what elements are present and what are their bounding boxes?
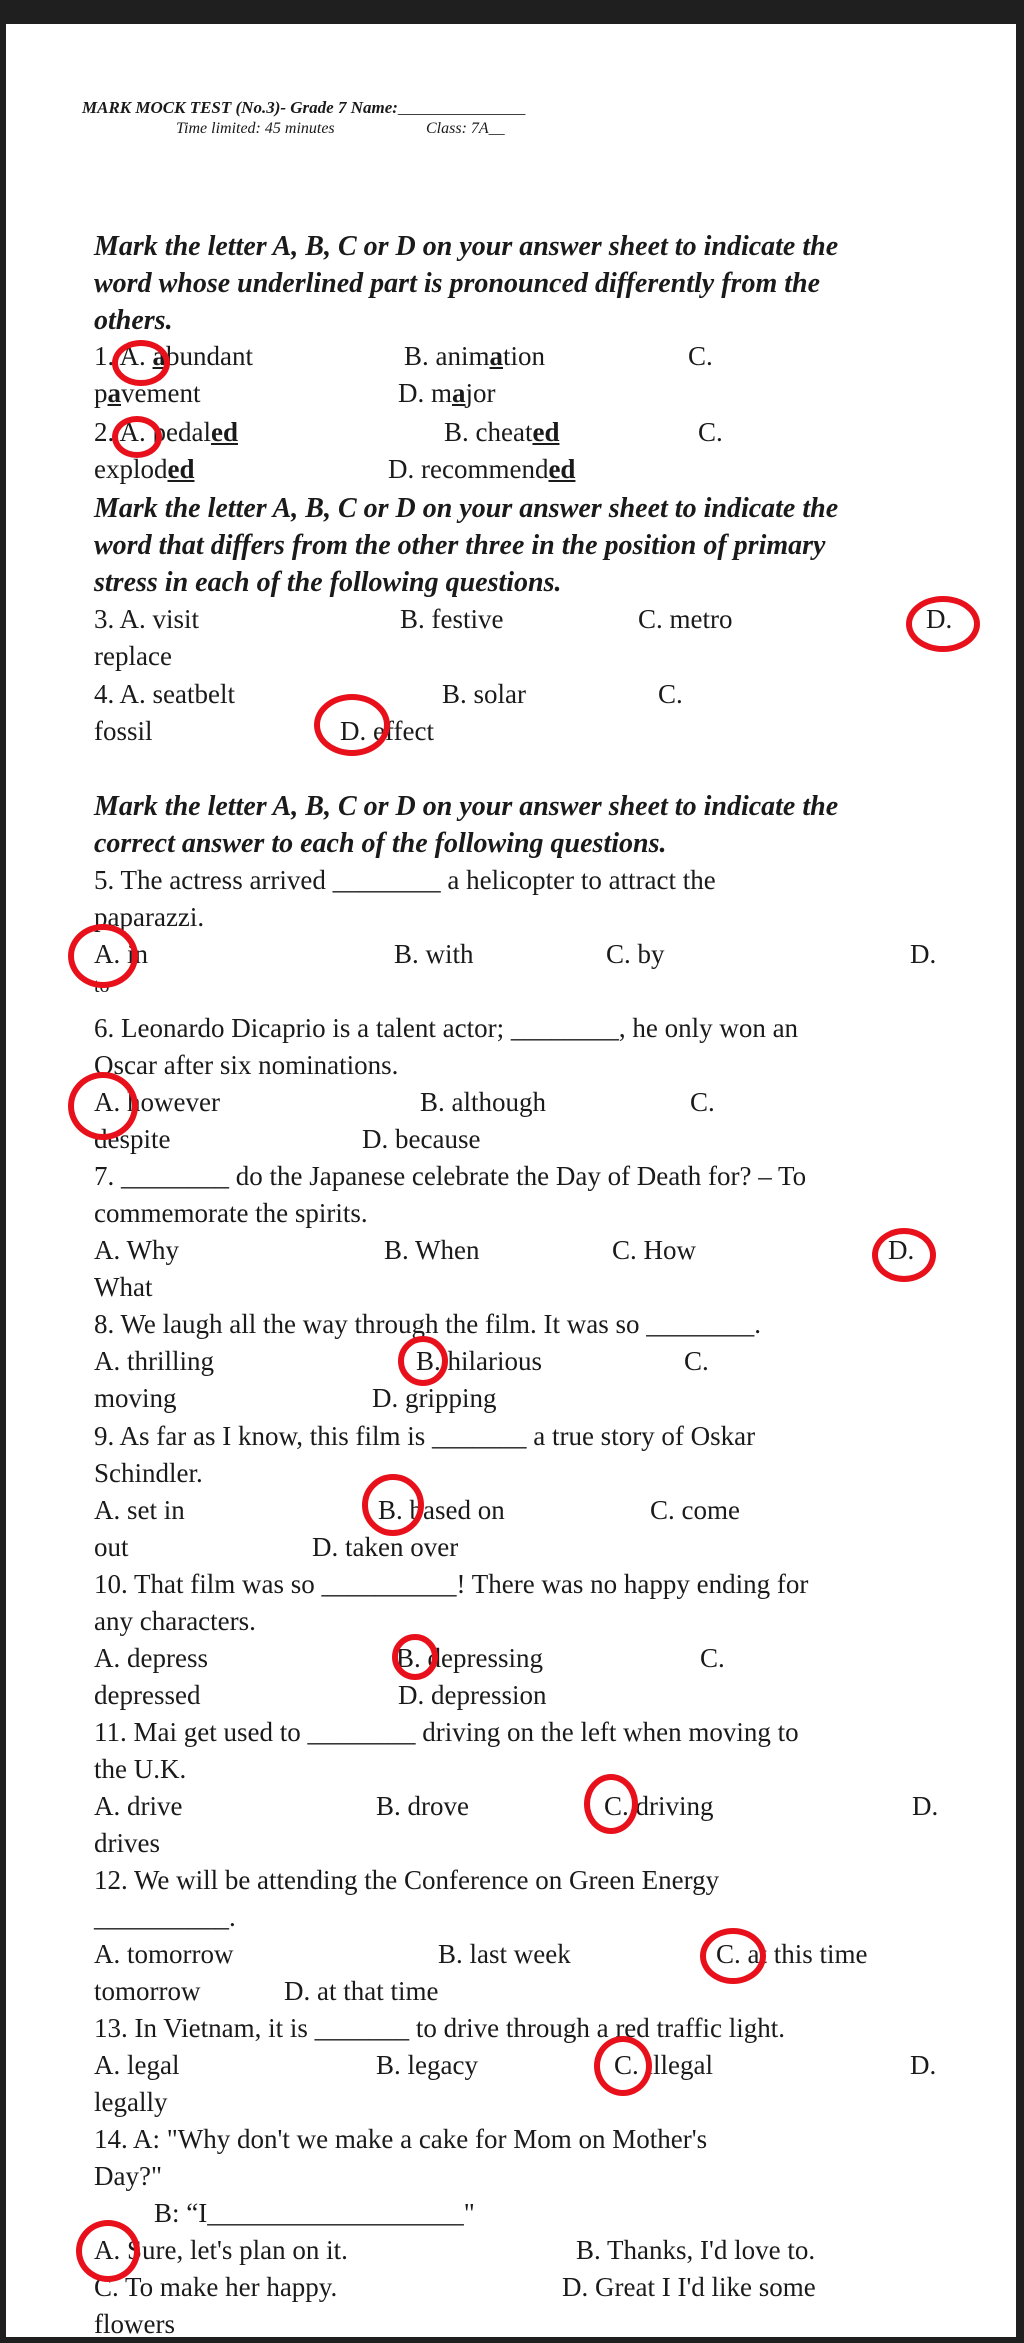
q4-option-c-text: fossil	[94, 716, 153, 746]
test-title: MARK MOCK TEST (No.3)- Grade 7 Name:_______________	[82, 98, 526, 117]
q2-option-c-text: exploded	[94, 454, 195, 484]
q8-stem-line-1: 8. We laugh all the way through the film. It was so ________.	[94, 1309, 761, 1339]
q6-option-d: D. because	[362, 1124, 481, 1154]
q7-option-a: A. Why	[94, 1235, 179, 1265]
q12-stem-line-2: __________.	[94, 1902, 236, 1932]
q6-option-c-label: C.	[690, 1087, 715, 1117]
answer-circle-q1	[112, 340, 170, 386]
q10-stem-line-1: 10. That film was so __________! There was no happy ending for	[94, 1569, 809, 1599]
q10-option-d: D. depression	[398, 1680, 547, 1710]
q14-option-d-text: flowers	[94, 2309, 175, 2339]
q14-option-d: D. Great I I'd like some	[562, 2272, 816, 2302]
q9-stem-line-1: 9. As far as I know, this film is _______ a true story of Oskar	[94, 1421, 756, 1451]
q10-stem-line-2: any characters.	[94, 1606, 256, 1636]
q12-option-c: C. at this time	[716, 1939, 868, 1969]
section-1-instruction-line-2: word whose underlined part is pronounced differently from the	[94, 268, 821, 299]
q9-option-d: D. taken over	[312, 1532, 459, 1562]
q14-stem-line-2: Day?"	[94, 2161, 162, 2191]
document-page	[6, 24, 1016, 2337]
q12-option-d: D. at that time	[284, 1976, 439, 2006]
q14-option-b: B. Thanks, I'd love to.	[576, 2235, 816, 2265]
q9-option-c-text: out	[94, 1532, 129, 1562]
q11-option-b: B. drove	[376, 1791, 469, 1821]
q3-option-a: 3. A. visit	[94, 604, 200, 634]
q1-option-b: B. animation	[404, 341, 546, 371]
q9-stem-line-2: Schindler.	[94, 1458, 203, 1488]
q5-option-d-label: D.	[910, 939, 937, 969]
answer-circle-q8	[398, 1336, 448, 1386]
q7-option-b: B. When	[384, 1235, 480, 1265]
section-3-instruction-line-2: correct answer to each of the following questions.	[94, 828, 667, 859]
q12-option-b: B. last week	[438, 1939, 571, 1969]
answer-circle-q6	[68, 1072, 138, 1140]
q1-option-c-text: pavement	[94, 378, 201, 408]
section-2-instruction-line-1: Mark the letter A, B, C or D on your answer sheet to indicate the	[94, 493, 839, 524]
top-bar	[0, 0, 1024, 24]
q5-option-c: C. by	[606, 939, 665, 969]
q11-option-d-text: drives	[94, 1828, 160, 1858]
section-2-instruction-line-3: stress in each of the following questions.	[94, 567, 562, 598]
q6-option-a: A. however	[94, 1087, 220, 1117]
q2-option-c-label: C.	[698, 417, 723, 447]
q7-option-d-label: D.	[888, 1235, 915, 1265]
time-limit: Time limited: 45 minutes	[176, 120, 335, 137]
q12-option-a: A. tomorrow	[94, 1939, 234, 1969]
q1-option-a: 1. A. abundant	[94, 341, 254, 371]
q6-stem-line-1: 6. Leonardo Dicaprio is a talent actor; ________, he only won an	[94, 1013, 799, 1043]
q1-option-d: D. major	[398, 378, 496, 408]
section-1-instruction-line-3: others.	[94, 305, 173, 336]
q13-option-d-text: legally	[94, 2087, 168, 2117]
q10-option-a: A. depress	[94, 1643, 208, 1673]
section-3-instruction-line-1: Mark the letter A, B, C or D on your answer sheet to indicate the	[94, 791, 839, 822]
q1-option-c-label: C.	[688, 341, 713, 371]
answer-circle-q9	[362, 1474, 424, 1536]
q11-stem-line-2: the U.K.	[94, 1754, 187, 1784]
q7-stem-line-2: commemorate the spirits.	[94, 1198, 368, 1228]
q4-option-a: 4. A. seatbelt	[94, 679, 235, 709]
q5-stem-line-2: paparazzi.	[94, 902, 205, 932]
q5-stem-line-1: 5. The actress arrived ________ a helicopter to attract the	[94, 865, 716, 895]
q11-option-a: A. drive	[94, 1791, 183, 1821]
q4-option-d: D. effect	[340, 716, 434, 746]
q9-option-c: C. come	[650, 1495, 740, 1525]
answer-circle-q14	[76, 2220, 140, 2282]
q12-option-c-text: tomorrow	[94, 1976, 201, 2006]
answer-circle-q3	[906, 596, 980, 652]
q10-option-b: B. depressing	[396, 1643, 543, 1673]
q13-stem-line-1: 13. In Vietnam, it is _______ to drive through a red traffic light.	[94, 2013, 786, 2043]
q10-option-c-text: depressed	[94, 1680, 201, 1710]
answer-circle-q4	[314, 694, 390, 756]
answer-circle-q5	[68, 924, 138, 988]
q3-option-d-text: replace	[94, 641, 172, 671]
q8-option-d: D. gripping	[372, 1383, 497, 1413]
q2-option-d: D. recommended	[388, 454, 576, 484]
q9-option-a: A. set in	[94, 1495, 185, 1525]
answer-circle-q13	[594, 2036, 652, 2096]
q8-option-c-text: moving	[94, 1383, 177, 1413]
q14-stem-line-3: B: “I___________________"	[154, 2198, 475, 2228]
q2-option-b: B. cheated	[444, 417, 560, 447]
q4-option-b: B. solar	[442, 679, 526, 709]
answer-circle-q2	[112, 416, 162, 458]
q14-option-c: C. To make her happy.	[94, 2272, 338, 2302]
q7-option-d-text: What	[94, 1272, 153, 1302]
q13-option-d-label: D.	[910, 2050, 937, 2080]
q5-option-b: B. with	[394, 939, 474, 969]
q13-option-a: A. legal	[94, 2050, 180, 2080]
section-1-instruction-line-1: Mark the letter A, B, C or D on your answer sheet to indicate the	[94, 231, 839, 262]
q10-option-c-label: C.	[700, 1643, 725, 1673]
q6-option-b: B. although	[420, 1087, 546, 1117]
q6-option-c-text: despite	[94, 1124, 171, 1154]
q11-option-c: C. driving	[604, 1791, 714, 1821]
q3-option-b: B. festive	[400, 604, 504, 634]
q2-option-a: 2. A. pedaled	[94, 417, 238, 447]
q11-option-d-label: D.	[912, 1791, 939, 1821]
q11-stem-line-1: 11. Mai get used to ________ driving on the left when moving to	[94, 1717, 799, 1747]
q3-option-c: C. metro	[638, 604, 733, 634]
section-2-instruction-line-2: word that differs from the other three in the position of primary	[94, 530, 826, 561]
q3-option-d-label: D.	[926, 604, 953, 634]
q6-stem-line-2: Oscar after six nominations.	[94, 1050, 399, 1080]
q4-option-c-label: C.	[658, 679, 683, 709]
q8-option-b: B. hilarious	[416, 1346, 542, 1376]
class-label: Class: 7A__	[426, 120, 505, 137]
q12-stem-line-1: 12. We will be attending the Conference on Green Energy	[94, 1865, 720, 1895]
q8-option-c-label: C.	[684, 1346, 709, 1376]
q13-option-b: B. legacy	[376, 2050, 478, 2080]
answer-circle-q12	[700, 1928, 766, 1984]
q9-option-b: B. based on	[378, 1495, 505, 1525]
q5-option-a: A. in	[94, 939, 148, 969]
q5-option-d-text: to	[94, 975, 110, 997]
answer-circle-q7	[872, 1228, 936, 1282]
answer-circle-q10	[392, 1634, 438, 1680]
q7-stem-line-1: 7. ________ do the Japanese celebrate the Day of Death for? – To	[94, 1161, 807, 1191]
answer-circle-q11	[584, 1774, 638, 1834]
q7-option-c: C. How	[612, 1235, 697, 1265]
q14-stem-line-1: 14. A: "Why don't we make a cake for Mom on Mother's	[94, 2124, 708, 2154]
q8-option-a: A. thrilling	[94, 1346, 214, 1376]
q13-option-c: C. illegal	[614, 2050, 713, 2080]
q14-option-a: A. Sure, let's plan on it.	[94, 2235, 348, 2265]
